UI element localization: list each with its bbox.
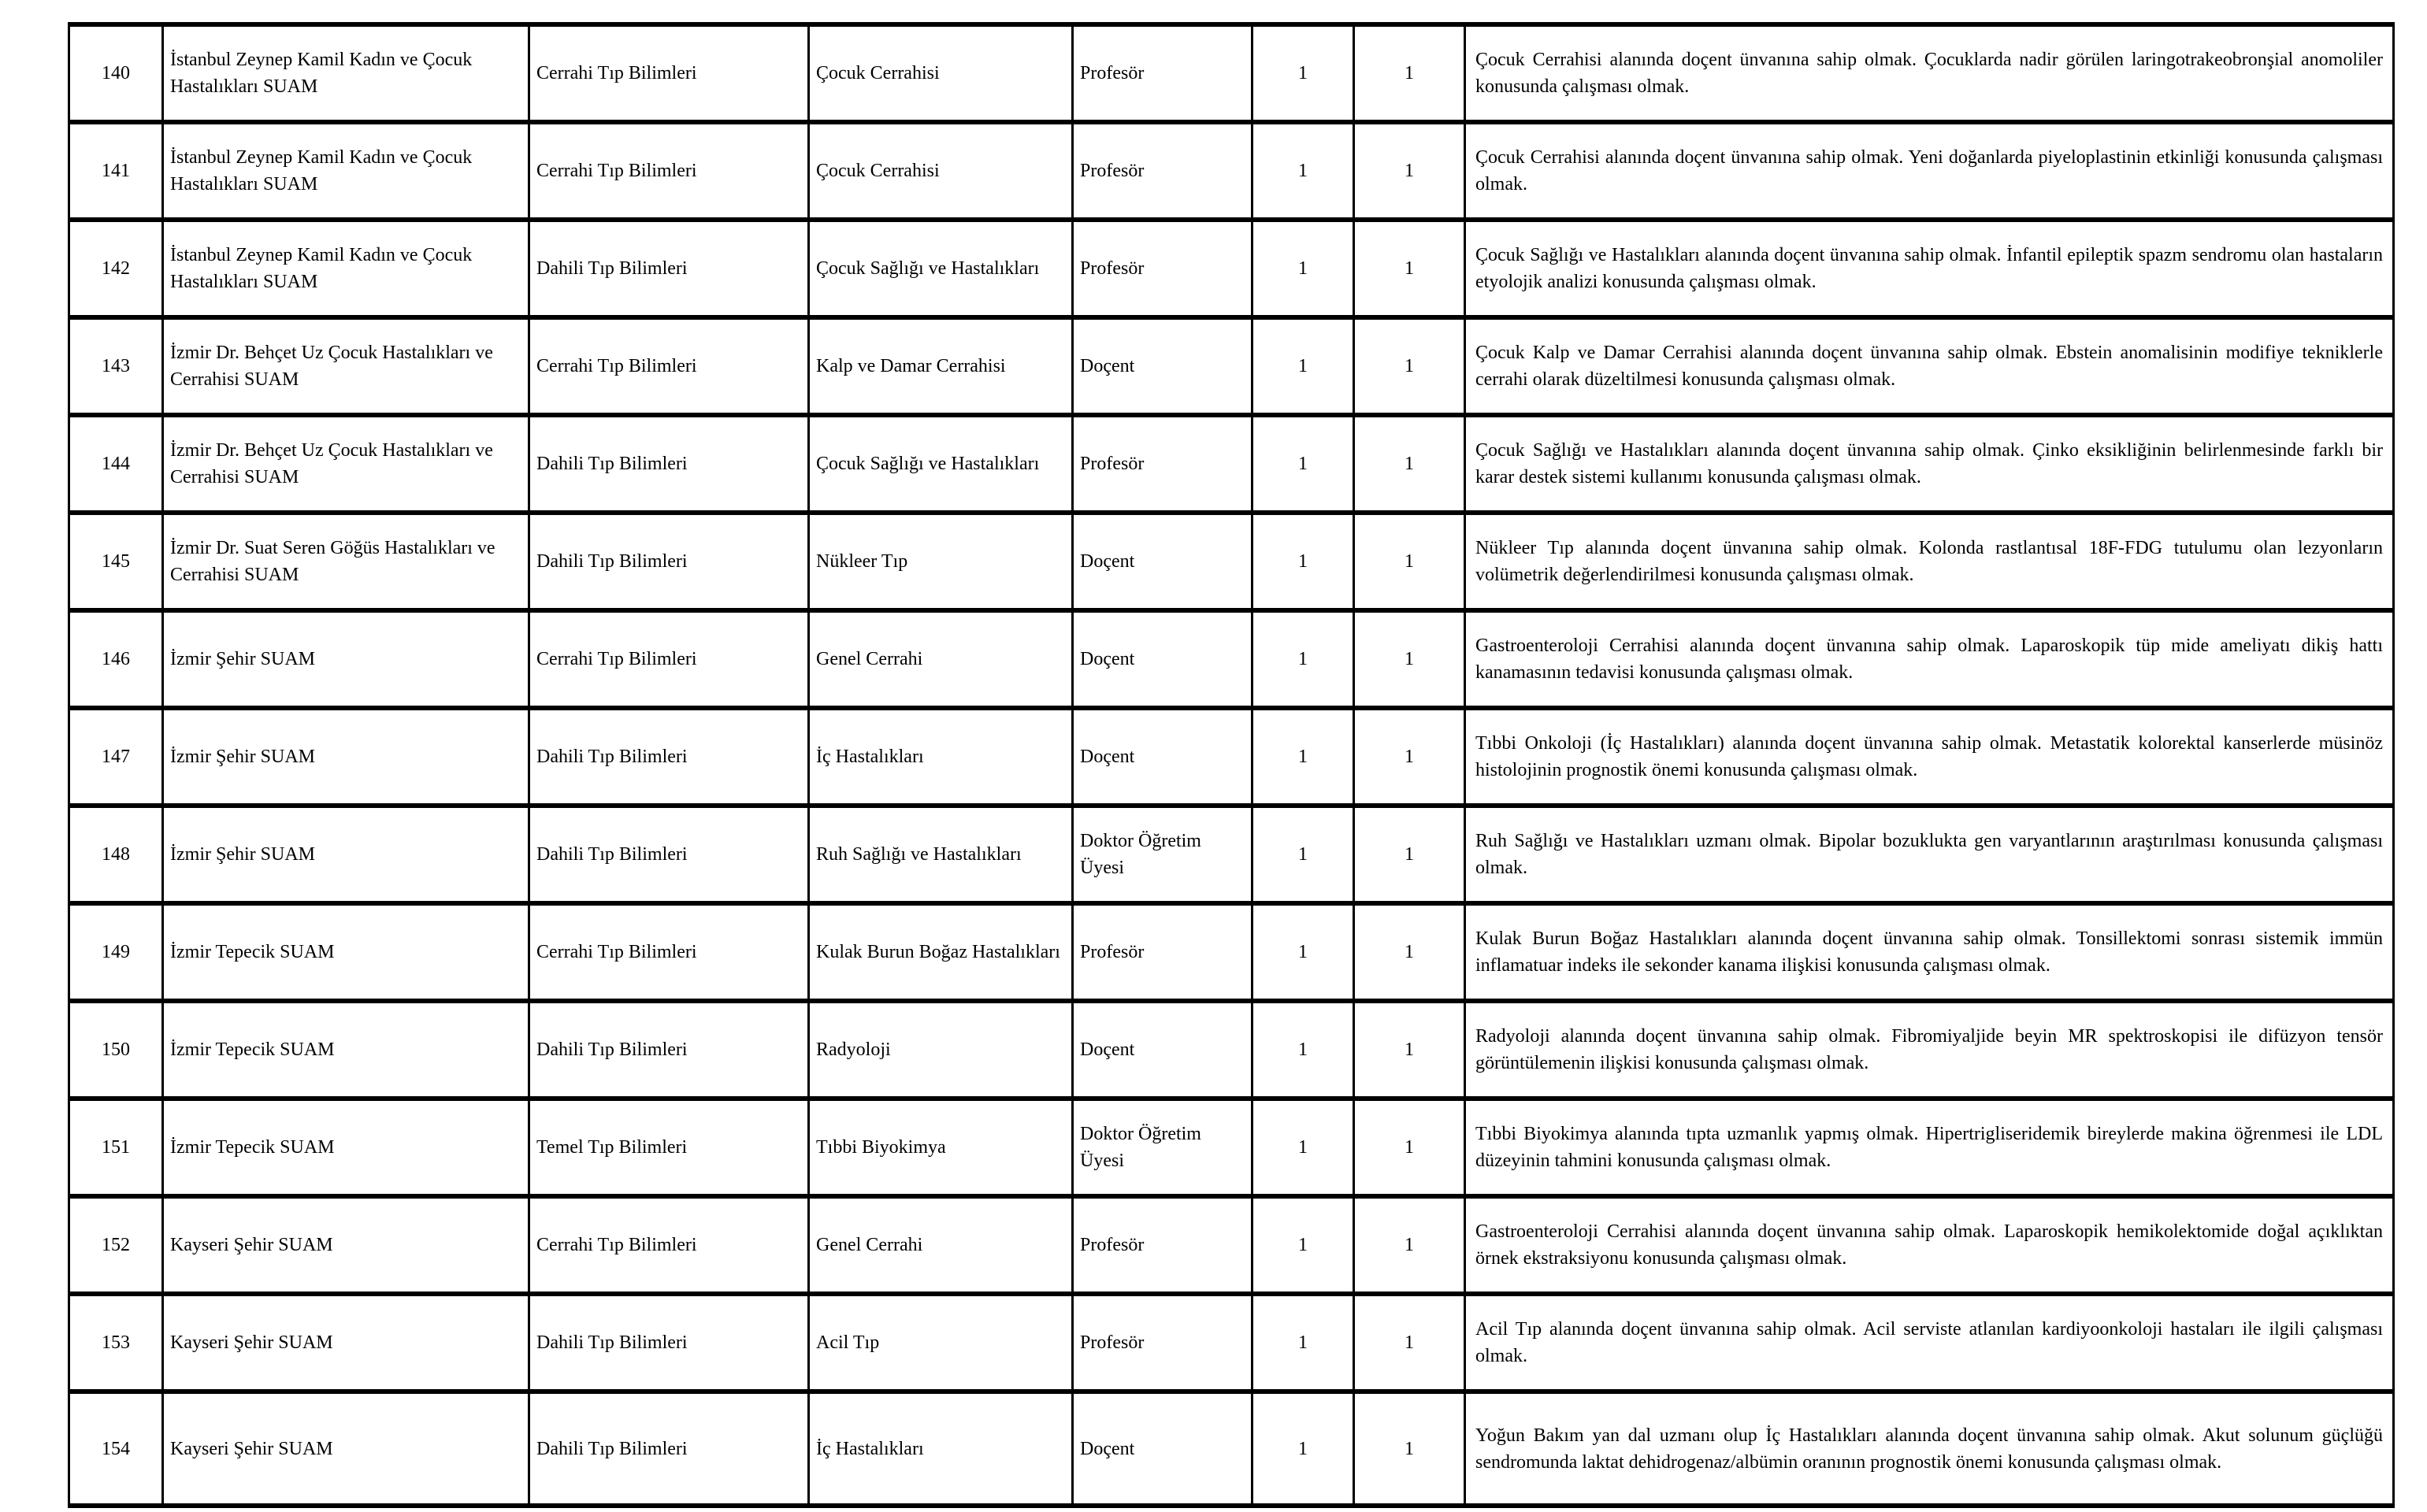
academic-title-cell: Profesör (1073, 1294, 1252, 1392)
count1-cell: 1 (1252, 1196, 1354, 1294)
department-cell: Dahili Tıp Bilimleri (529, 1392, 809, 1506)
field-cell: Genel Cerrahi (809, 1196, 1073, 1294)
academic-title-cell: Doktor Öğretim Üyesi (1073, 806, 1252, 903)
row-number-cell: 141 (69, 122, 163, 220)
institution-cell: İzmir Tepecik SUAM (163, 1099, 529, 1196)
department-cell: Dahili Tıp Bilimleri (529, 415, 809, 513)
academic-title-cell: Profesör (1073, 220, 1252, 317)
institution-cell: İzmir Şehir SUAM (163, 806, 529, 903)
institution-cell: İzmir Tepecik SUAM (163, 903, 529, 1001)
row-number-cell: 150 (69, 1001, 163, 1099)
requirement-cell: Gastroenteroloji Cerrahisi alanında doçent ünvanına sahip olmak. Laparoskopik tüp mide ameliyatı dikiş hattı kanamasının tedavisi konusunda çalışması olmak. (1465, 610, 2394, 708)
academic-title-cell: Profesör (1073, 415, 1252, 513)
table-row (69, 24, 2394, 122)
count2-cell: 1 (1354, 806, 1465, 903)
requirement-cell: Gastroenteroloji Cerrahisi alanında doçent ünvanına sahip olmak. Laparoskopik hemikolektomide doğal açıklıktan örnek ekstraksiyonu konusunda çalışması olmak. (1465, 1196, 2394, 1294)
department-cell: Dahili Tıp Bilimleri (529, 513, 809, 610)
field-cell: Çocuk Sağlığı ve Hastalıkları (809, 415, 1073, 513)
table-row (69, 1392, 2394, 1506)
requirement-cell: Çocuk Cerrahisi alanında doçent ünvanına sahip olmak. Yeni doğanlarda piyeloplastinin etkinliği konusunda çalışması olmak. (1465, 122, 2394, 220)
row-number-cell: 147 (69, 708, 163, 806)
requirement-cell: Acil Tıp alanında doçent ünvanına sahip olmak. Acil serviste atlanılan kardiyoonkoloji hastaları ile ilgili çalışması olmak. (1465, 1294, 2394, 1392)
requirement-cell: Ruh Sağlığı ve Hastalıkları uzmanı olmak. Bipolar bozuklukta gen varyantlarının araştırılması konusunda çalışması olmak. (1465, 806, 2394, 903)
department-cell: Cerrahi Tıp Bilimleri (529, 24, 809, 122)
count1-cell: 1 (1252, 708, 1354, 806)
count2-cell: 1 (1354, 513, 1465, 610)
academic-title-cell: Doçent (1073, 610, 1252, 708)
department-cell: Dahili Tıp Bilimleri (529, 1294, 809, 1392)
count1-cell: 1 (1252, 1099, 1354, 1196)
academic-title-cell: Profesör (1073, 1196, 1252, 1294)
count1-cell: 1 (1252, 317, 1354, 415)
count2-cell: 1 (1354, 1099, 1465, 1196)
row-number-cell: 151 (69, 1099, 163, 1196)
row-number-cell: 153 (69, 1294, 163, 1392)
count2-cell: 1 (1354, 903, 1465, 1001)
field-cell: Tıbbi Biyokimya (809, 1099, 1073, 1196)
count1-cell: 1 (1252, 24, 1354, 122)
count1-cell: 1 (1252, 122, 1354, 220)
count2-cell: 1 (1354, 610, 1465, 708)
table-body (69, 24, 2394, 1506)
field-cell: Çocuk Cerrahisi (809, 24, 1073, 122)
academic-title-cell: Profesör (1073, 24, 1252, 122)
count1-cell: 1 (1252, 513, 1354, 610)
row-number-cell: 149 (69, 903, 163, 1001)
table-sheet (68, 22, 2395, 1508)
table-row (69, 220, 2394, 317)
table-row (69, 903, 2394, 1001)
institution-cell: İstanbul Zeynep Kamil Kadın ve Çocuk Hastalıkları SUAM (163, 220, 529, 317)
count2-cell: 1 (1354, 220, 1465, 317)
table-row (69, 1001, 2394, 1099)
institution-cell: İzmir Dr. Behçet Uz Çocuk Hastalıkları ve Cerrahisi SUAM (163, 317, 529, 415)
requirement-cell: Tıbbi Biyokimya alanında tıpta uzmanlık yapmış olmak. Hipertrigliseridemik bireylerde makina öğrenmesi ile LDL düzeyinin tahmini konusunda çalışması olmak. (1465, 1099, 2394, 1196)
count1-cell: 1 (1252, 1392, 1354, 1506)
field-cell: Çocuk Sağlığı ve Hastalıkları (809, 220, 1073, 317)
table-row (69, 1196, 2394, 1294)
count1-cell: 1 (1252, 1294, 1354, 1392)
field-cell: Acil Tıp (809, 1294, 1073, 1392)
academic-title-cell: Doçent (1073, 1392, 1252, 1506)
count1-cell: 1 (1252, 415, 1354, 513)
table-row (69, 806, 2394, 903)
count1-cell: 1 (1252, 903, 1354, 1001)
institution-cell: İzmir Dr. Behçet Uz Çocuk Hastalıkları ve Cerrahisi SUAM (163, 415, 529, 513)
row-number-cell: 148 (69, 806, 163, 903)
count2-cell: 1 (1354, 122, 1465, 220)
count2-cell: 1 (1354, 1196, 1465, 1294)
field-cell: Kalp ve Damar Cerrahisi (809, 317, 1073, 415)
table-row (69, 513, 2394, 610)
institution-cell: İzmir Tepecik SUAM (163, 1001, 529, 1099)
table-row (69, 122, 2394, 220)
academic-title-cell: Doçent (1073, 513, 1252, 610)
count2-cell: 1 (1354, 415, 1465, 513)
table-row (69, 415, 2394, 513)
department-cell: Cerrahi Tıp Bilimleri (529, 610, 809, 708)
count2-cell: 1 (1354, 1392, 1465, 1506)
row-number-cell: 140 (69, 24, 163, 122)
field-cell: Çocuk Cerrahisi (809, 122, 1073, 220)
department-cell: Dahili Tıp Bilimleri (529, 806, 809, 903)
field-cell: Radyoloji (809, 1001, 1073, 1099)
department-cell: Dahili Tıp Bilimleri (529, 1001, 809, 1099)
requirement-cell: Yoğun Bakım yan dal uzmanı olup İç Hastalıkları alanında doçent ünvanına sahip olmak. Akut solunum güçlüğü sendromunda laktat dehidrogenaz/albümin oranının prognostik önemi konusunda çalışması olmak. (1465, 1392, 2394, 1506)
count1-cell: 1 (1252, 1001, 1354, 1099)
academic-title-cell: Doçent (1073, 317, 1252, 415)
count1-cell: 1 (1252, 220, 1354, 317)
institution-cell: İstanbul Zeynep Kamil Kadın ve Çocuk Hastalıkları SUAM (163, 122, 529, 220)
academic-positions-table (68, 22, 2395, 1508)
academic-title-cell: Profesör (1073, 903, 1252, 1001)
row-number-cell: 146 (69, 610, 163, 708)
row-number-cell: 143 (69, 317, 163, 415)
requirement-cell: Nükleer Tıp alanında doçent ünvanına sahip olmak. Kolonda rastlantısal 18F-FDG tutulumu olan lezyonların volümetrik değerlendirilmesi konusunda çalışması olmak. (1465, 513, 2394, 610)
table-row (69, 1294, 2394, 1392)
requirement-cell: Çocuk Cerrahisi alanında doçent ünvanına sahip olmak. Çocuklarda nadir görülen laringotrakeobronşial anomoliler konusunda çalışması olmak. (1465, 24, 2394, 122)
count1-cell: 1 (1252, 610, 1354, 708)
requirement-cell: Kulak Burun Boğaz Hastalıkları alanında doçent ünvanına sahip olmak. Tonsillektomi sonrası sistemik immün inflamatuar indeks ile sekonder kanama ilişkisi konusunda çalışması olmak. (1465, 903, 2394, 1001)
table-row (69, 708, 2394, 806)
department-cell: Dahili Tıp Bilimleri (529, 220, 809, 317)
department-cell: Cerrahi Tıp Bilimleri (529, 903, 809, 1001)
requirement-cell: Çocuk Kalp ve Damar Cerrahisi alanında doçent ünvanına sahip olmak. Ebstein anomalisinin modifiye tekniklerle cerrahi olarak düzeltilmesi konusunda çalışması olmak. (1465, 317, 2394, 415)
requirement-cell: Çocuk Sağlığı ve Hastalıkları alanında doçent ünvanına sahip olmak. İnfantil epileptik spazm sendromu olan hastaların etyolojik analizi konusunda çalışması olmak. (1465, 220, 2394, 317)
institution-cell: Kayseri Şehir SUAM (163, 1196, 529, 1294)
academic-title-cell: Doçent (1073, 708, 1252, 806)
row-number-cell: 145 (69, 513, 163, 610)
field-cell: İç Hastalıkları (809, 708, 1073, 806)
count2-cell: 1 (1354, 24, 1465, 122)
institution-cell: Kayseri Şehir SUAM (163, 1294, 529, 1392)
institution-cell: İzmir Dr. Suat Seren Göğüs Hastalıkları ve Cerrahisi SUAM (163, 513, 529, 610)
department-cell: Cerrahi Tıp Bilimleri (529, 1196, 809, 1294)
count2-cell: 1 (1354, 317, 1465, 415)
institution-cell: Kayseri Şehir SUAM (163, 1392, 529, 1506)
academic-title-cell: Doçent (1073, 1001, 1252, 1099)
department-cell: Cerrahi Tıp Bilimleri (529, 122, 809, 220)
count2-cell: 1 (1354, 708, 1465, 806)
row-number-cell: 152 (69, 1196, 163, 1294)
department-cell: Dahili Tıp Bilimleri (529, 708, 809, 806)
institution-cell: İstanbul Zeynep Kamil Kadın ve Çocuk Hastalıkları SUAM (163, 24, 529, 122)
requirement-cell: Radyoloji alanında doçent ünvanına sahip olmak. Fibromiyaljide beyin MR spektroskopisi ile difüzyon tensör görüntülemenin ilişkisi konusunda çalışması olmak. (1465, 1001, 2394, 1099)
row-number-cell: 154 (69, 1392, 163, 1506)
department-cell: Cerrahi Tıp Bilimleri (529, 317, 809, 415)
academic-title-cell: Profesör (1073, 122, 1252, 220)
field-cell: Kulak Burun Boğaz Hastalıkları (809, 903, 1073, 1001)
requirement-cell: Tıbbi Onkoloji (İç Hastalıkları) alanında doçent ünvanına sahip olmak. Metastatik kolorektal kanserlerde müsinöz histolojinin prognostik önemi konusunda çalışması olmak. (1465, 708, 2394, 806)
row-number-cell: 144 (69, 415, 163, 513)
count1-cell: 1 (1252, 806, 1354, 903)
count2-cell: 1 (1354, 1001, 1465, 1099)
requirement-cell: Çocuk Sağlığı ve Hastalıkları alanında doçent ünvanına sahip olmak. Çinko eksikliğinin belirlenmesinde farklı bir karar destek sistemi kullanımı konusunda çalışması olmak. (1465, 415, 2394, 513)
field-cell: Genel Cerrahi (809, 610, 1073, 708)
institution-cell: İzmir Şehir SUAM (163, 708, 529, 806)
field-cell: Ruh Sağlığı ve Hastalıkları (809, 806, 1073, 903)
institution-cell: İzmir Şehir SUAM (163, 610, 529, 708)
field-cell: İç Hastalıkları (809, 1392, 1073, 1506)
table-row (69, 317, 2394, 415)
academic-title-cell: Doktor Öğretim Üyesi (1073, 1099, 1252, 1196)
row-number-cell: 142 (69, 220, 163, 317)
field-cell: Nükleer Tıp (809, 513, 1073, 610)
department-cell: Temel Tıp Bilimleri (529, 1099, 809, 1196)
table-row (69, 610, 2394, 708)
table-row (69, 1099, 2394, 1196)
count2-cell: 1 (1354, 1294, 1465, 1392)
